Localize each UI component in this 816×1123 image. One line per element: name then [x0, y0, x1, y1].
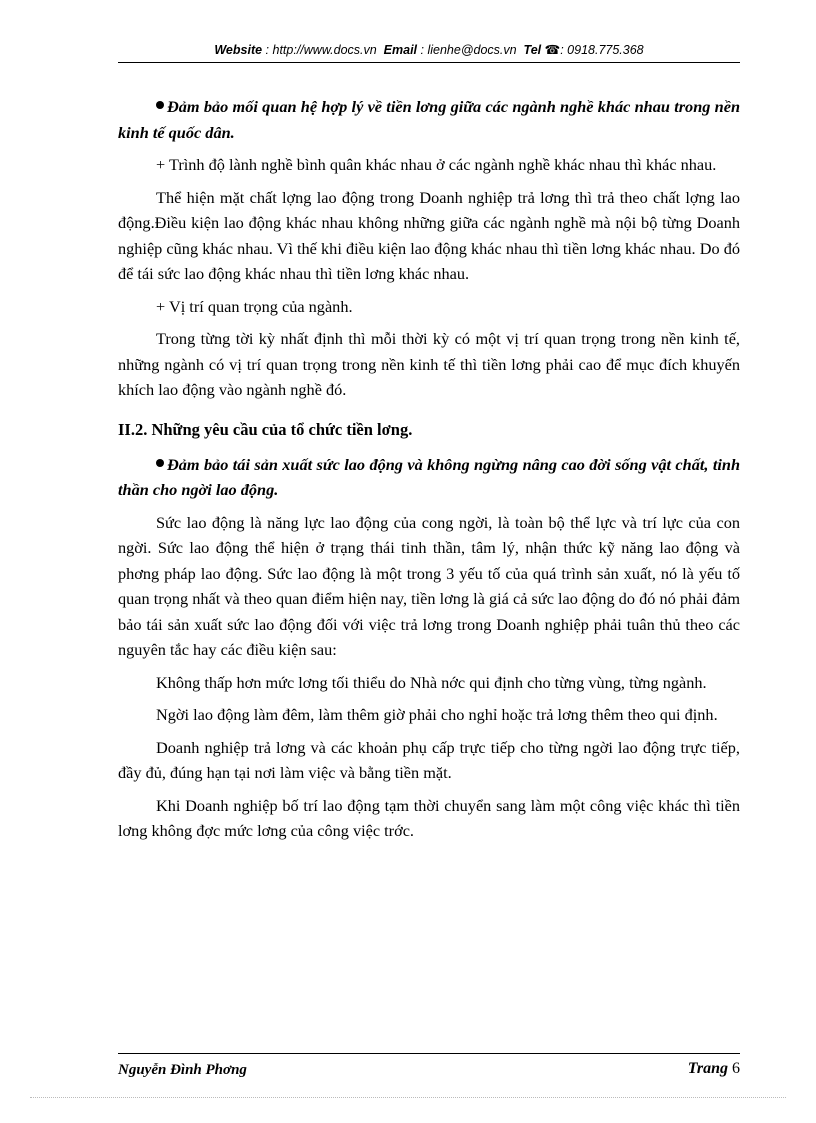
page-bottom-dots	[30, 1097, 786, 1098]
paragraph-3: + Vị trí quan trọng của ngành.	[156, 296, 353, 316]
phone-icon: ☎	[544, 43, 561, 57]
page-header	[118, 42, 740, 57]
footer-rule	[118, 1053, 740, 1054]
footer-page	[620, 1060, 740, 1078]
page-number: 6	[732, 1060, 740, 1077]
paragraph-2: Thể hiện mặt chất lợng lao động trong Doanh nghiệp trả lơng thì trả theo chất lợng lao động.Điều kiện lao động khác nhau không những giữa các ngành nghề mà nội bộ từng Doanh nghiệp cũng khác nhau. Vì thế khi điều kiện lao động khác nhau thì tiền lơng khác nhau. Do đó để tái sức lao động khác nhau thì tiền lơng khác nhau.	[118, 187, 740, 283]
paragraph-6: Không thấp hơn mức lơng tối thiểu do Nhà nớc qui định cho từng vùng, từng ngành.	[156, 672, 707, 692]
page-content	[118, 94, 740, 851]
header-rule	[118, 62, 740, 63]
bullet-paragraph-2	[118, 452, 740, 503]
paragraph-8: Doanh nghiệp trả lơng và các khoản phụ cấp trực tiếp cho từng ngời lao động trực tiếp, đầy đủ, đúng hạn tại nơi làm việc và bằng tiền mặt.	[118, 737, 740, 782]
tel-value: : 0918.775.368	[560, 43, 644, 57]
email-value: : lienhe@docs.vn	[420, 43, 517, 57]
paragraph-5: Sức lao động là năng lực lao động của cong ngời, là toàn bộ thể lực và trí lực của con ngời. Sức lao động thể hiện ở trạng thái tinh thần, tâm lý, nhận thức kỹ năng lao động và phơng pháp lao động. Sức lao động là một trong 3 yếu tố của quá trình sản xuất, nó là yếu tố quan trọng nhất và theo quan điểm hiện nay, tiền lơng là giá cả sức lao động do đó nó phải đảm bảo tái sản xuất sức lao động đối với việc trả lơng trong Doanh nghiệp phải tuân thủ theo các nguyên tắc hay các điều kiện sau:	[118, 512, 740, 659]
paragraph-1: + Trình độ lành nghề bình quân khác nhau ở các ngành nghề khác nhau thì khác nhau.	[156, 155, 717, 174]
bullet-icon	[156, 459, 164, 467]
bullet-paragraph-1	[118, 94, 740, 145]
page-label: Trang	[687, 1060, 728, 1077]
bullet-text-1: Đảm bảo mối quan hệ hợp lý về tiền lơng giữa các ngành nghề khác nhau trong nền kinh tế quốc dân.	[118, 97, 740, 142]
paragraph-7: Ngời lao động làm đêm, làm thêm giờ phải cho nghỉ hoặc trả lơng thêm theo qui định.	[156, 705, 718, 724]
bullet-icon	[156, 101, 164, 109]
paragraph-4: Trong từng tời kỳ nhất định thì mỗi thời kỳ có một vị trí quan trọng trong nền kinh tế, những ngành có vị trí quan trọng trong nền kinh tế thì tiền lơng phải cao để mục đích khuyến khích lao động vào ngành nghề đó.	[118, 329, 740, 399]
section-heading: II.2. Những yêu cầu của tổ chức tiền lơng.	[118, 419, 413, 439]
tel-label: Tel	[523, 43, 542, 57]
bullet-text-2: Đảm bảo tái sản xuất sức lao động và không ngừng nâng cao đời sống vật chất, tinh thần cho ngời lao động.	[118, 454, 740, 499]
website-value: : http://www.docs.vn	[265, 43, 377, 57]
email-label: Email	[383, 43, 418, 57]
paragraph-9: Khi Doanh nghiệp bố trí lao động tạm thời chuyển sang làm một công việc khác thì tiền lơng không đợc mức lơng của công việc trớc.	[118, 795, 740, 840]
footer-author: Nguyễn Đình Phơng	[118, 1062, 247, 1078]
website-label: Website	[214, 43, 263, 57]
